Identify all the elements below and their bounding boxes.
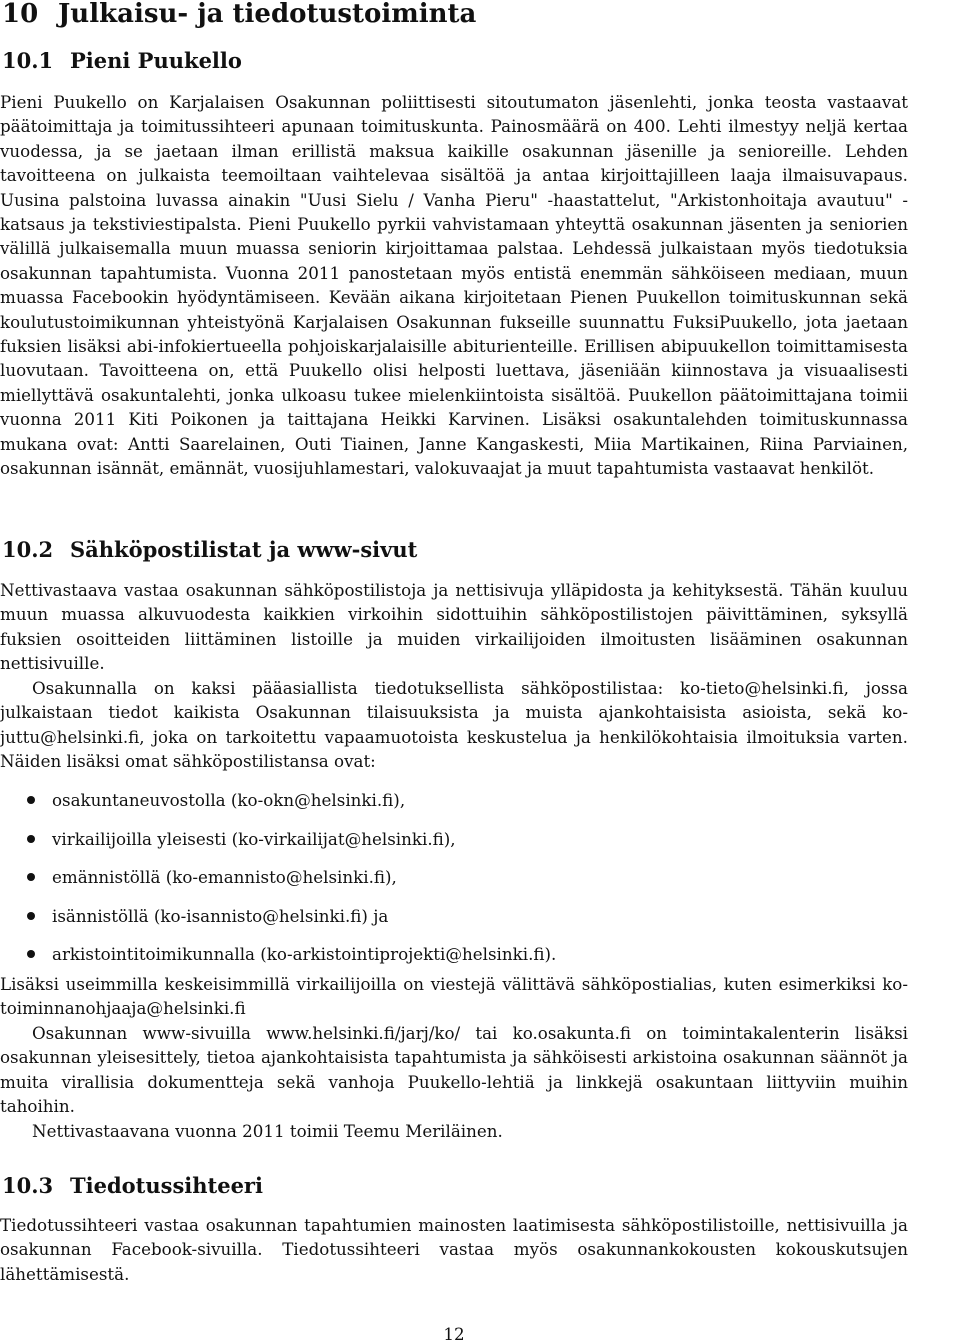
section-title: Sähköpostilistat ja www-sivut (70, 537, 418, 562)
paragraph-nettivastaava: Nettivastaava vastaa osakunnan sähköpostilistoja ja nettisivuja ylläpidosta ja kehityksestä. Tähän kuuluu muun muassa alkuvuodesta kaikkien virkoihin sidottuihin sähköpostilistojen päivittäminen, syksyllä fuksien osoitteiden liittäminen listoille ja muiden virkailijoiden ilmoitusten lisääminen osakunnan nettisivuille. (0, 580, 908, 674)
bullet-icon (27, 873, 35, 881)
bullet-icon (27, 912, 35, 920)
paragraph-tiedotussihteeri: Tiedotussihteeri vastaa osakunnan tapahtumien mainosten laatimisesta sähköpostilistoille, nettisivuilla ja osakunnan Facebook-sivuilla. Tiedotussihteeri vastaa myös osakunnankokousten kokouskutsujen lähettämisestä. (0, 1215, 908, 1284)
mailing-list-list (0, 788, 908, 981)
page-number: 12 (443, 1324, 465, 1344)
section-number: 10.2 (2, 537, 54, 562)
paragraph-www-sivut: Osakunnan www-sivuilla www.helsinki.fi/jarj/ko/ tai ko.osakunta.fi on toimintakalenterin lisäksi osakunnan yleisesittely, tietoa ajankohtaisista tapahtumista ja sähköisesti arkistoina osakunnan säännöt ja muita virallisia dokumentteja sekä vanhoja Puukello-lehtiä ja linkkejä osakuntaan liittyviin muihin tahoihin. (0, 1023, 908, 1117)
paragraph-nettivastaava-2011: Nettivastaavana vuonna 2011 toimii Teemu Meriläinen. (32, 1121, 503, 1141)
list-item-text: virkailijoilla yleisesti (ko-virkailijat@helsinki.fi), (52, 828, 456, 849)
chapter-title: Julkaisu- ja tiedotustoiminta (58, 0, 477, 29)
list-item (0, 865, 908, 904)
bullet-icon (27, 950, 35, 958)
list-item (0, 904, 908, 943)
paragraph-sahkopostialias: Lisäksi useimmilla keskeisimmillä virkailijoilla on viestejä välittävä sähköpostialias, kuten esimerkiksi ko-toiminnanohjaaja@helsinki.fi (0, 974, 908, 1019)
section-number: 10.1 (2, 48, 54, 73)
bullet-icon (27, 835, 35, 843)
list-item (0, 788, 908, 827)
list-item-text: emännistöllä (ko-emannisto@helsinki.fi), (52, 867, 397, 887)
paragraph-pieni-puukello: Pieni Puukello on Karjalaisen Osakunnan poliittisesti sitoutumaton jäsenlehti, jonka teosta vastaavat päätoimittaja ja toimitussihteeri apunaan toimituskunta. Painosmäärä on 400. Lehti ilmestyy neljä kertaa vuodessa, ja se jaetaan ilman erillistä maksua kaikille osakunnan jäsenille ja senioreille. Lehden tavoitteena on julkaista teemoiltaan vaihtelevaa sisältöä ja antaa kirjoittajilleen laaja ilmaisuvapaus. Uusina palstoina luvassa ainakin "Uusi Sielu / Vanha Pieru" -haastattelut, "Arkistonhoitaja avautuu" -katsaus ja tekstiviestipalsta. Pieni Puukello pyrkii vahvistamaan yhteyttä osakunnan jäsenten ja seniorien välillä julkaisemalla muun muassa seniorin kirjoittamaa palstaa. Lehdessä julkaistaan myös tiedotuksia osakunnan tapahtumista. Vuonna 2011 panostetaan myös entistä enemmän sähköiseen mediaan, muun muassa Facebookin hyödyntämiseen. Kevään aikana kirjoitetaan Pienen Puukellon toimituskunnan sekä koulutustoimikunnan yhteistyönä Karjalaisen Osakunnan fukseille suunnattu FuksiPuukello, jota jaetaan fuksien lisäksi abi-infokiertueella pohjoiskarjalaisille abiturienteille. Erillisen abipuukellon toimittamisesta luovutaan. Tavoitteena on, että Puukello olisi helposti luettava, jäseniään kiinnostava ja visuaalisesti miellyttävä osakuntalehti, jonka ulkoasu tukee mielenkiintoista sisältöä. Puukellon päätoimittajana toimii vuonna 2011 Kiti Poikonen ja taittajana Heikki Karvinen. Lisäksi osakuntalehden toimituskunnassa mukana ovat: Antti Saarelainen, Outi Tiainen, Janne Kangaskesti, Miia Martikainen, Riina Parviainen, osakunnan isännät, emännät, vuosijuhlamestari, valokuvaajat ja muut tapahtumista vastaavat henkilöt. (0, 92, 908, 479)
list-item-text: arkistointitoimikunnalla (ko-arkistointiprojekti@helsinki.fi). (52, 944, 557, 964)
section-title: Pieni Puukello (70, 48, 242, 73)
section-heading-sahkopostilistat (2, 537, 417, 563)
section-heading-tiedotussihteeri (2, 1173, 263, 1199)
section-title: Tiedotussihteeri (70, 1173, 263, 1198)
chapter-heading (2, 0, 476, 28)
list-item (0, 827, 908, 866)
list-item-text: osakuntaneuvostolla (ko-okn@helsinki.fi), (52, 790, 406, 810)
paragraph-sahkopostilistat: Osakunnalla on kaksi pääasiallista tiedotuksellista sähköpostilistaa: ko-tieto@helsinki.fi, jossa julkaistaan tiedot kaikista Osakunnan tilaisuuksista ja muista ajankohtaisista asioista, sekä ko-juttu@helsinki.fi, joka on tarkoitettu vapaamuotoista keskustelua ja henkilökohtaisia ilmoituksia varten. Näiden lisäksi omat sähköpostilistansa ovat: (0, 678, 908, 772)
section-heading-pieni-puukello (2, 48, 242, 74)
bullet-icon (27, 796, 35, 804)
chapter-number: 10 (2, 0, 39, 29)
list-item-text: isännistöllä (ko-isannisto@helsinki.fi) ja (52, 905, 389, 926)
section-number: 10.3 (2, 1173, 54, 1198)
